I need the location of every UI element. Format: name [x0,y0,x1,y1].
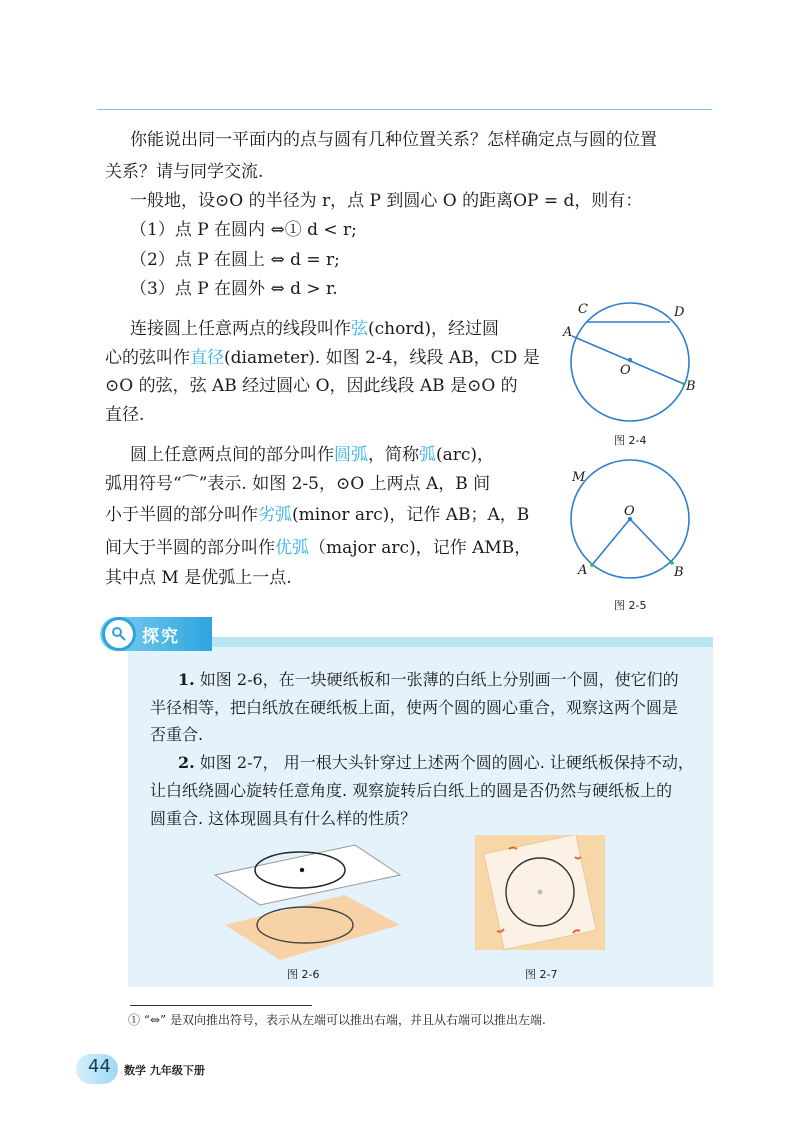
explore-icon [102,617,136,651]
arc-line-2: 弧用符号“⌒”表示. 如图 2-5，⊙O 上两点 A，B 间 [105,474,491,494]
explore-item-1-line-3: 否重合. [150,725,204,744]
fig24-label-d: D [674,305,685,320]
term-major-arc: 优弧 [275,538,309,558]
chord-line-4: 直径. [105,405,145,425]
term-arc: 圆弧 [334,445,368,465]
explore-title: 探究 [142,627,180,647]
chord-line-3: ⊙O 的弦，弦 AB 经过圆心 O，因此线段 AB 是⊙O 的 [105,376,518,396]
fig25-label-o: O [624,504,635,519]
arc-line-1: 圆上任意两点间的部分叫作圆弧，简称弧(arc)， [130,445,495,465]
fig25-caption: 图 2-5 [614,599,647,612]
chord-line-2: 心的弦叫作直径(diameter). 如图 2-4，线段 AB，CD 是 [105,348,540,368]
fig26-caption: 图 2-6 [287,968,320,981]
fig25-label-b: B [674,565,684,580]
fig24-label-c: C [578,302,588,317]
fig25-label-a: A [578,563,588,578]
footnote-rule [130,1005,312,1006]
case-on: （2）点 P 在圆上 ⇔ d = r; [130,250,340,270]
explore-item-2-line-2: 让白纸绕圆心旋转任意角度. 观察旋转后白纸上的圆是否仍然与硬纸板上的 [150,781,673,800]
term-chord: 弦 [351,319,368,339]
fig24-caption: 图 2-4 [614,434,647,447]
term-arc-short: 弧 [419,445,436,465]
figure-2-7 [475,835,605,950]
explore-item-2-line-1: 2. 如图 2-7， 用一根大头针穿过上述两个圆的圆心. 让硬纸板保持不动， [178,753,694,772]
intro-line-1: 你能说出同一平面内的点与圆有几种位置关系？怎样确定点与圆的位置 [130,130,657,150]
arc-line-5: 其中点 M 是优弧上一点. [105,568,292,588]
fig27-caption: 图 2-7 [525,968,558,981]
term-diameter: 直径 [190,348,224,368]
book-title: 数学 九年级下册 [124,1064,205,1077]
page-number: 44 [88,1056,111,1077]
definition-line: 一般地，设⊙O 的半径为 r，点 P 到圆心 O 的距离OP = d，则有： [130,191,643,211]
fig24-label-o: O [620,363,631,378]
figure-2-6 [205,835,405,960]
arc-line-4: 间大于半圆的部分叫作优弧（major arc)，记作 AMB， [105,538,532,558]
intro-line-2: 关系？请与同学交流. [105,162,264,182]
term-minor-arc: 劣弧 [258,505,292,525]
chord-line-1: 连接圆上任意两点的线段叫作弦(chord)，经过圆 [130,319,499,339]
case-outside: （3）点 P 在圆外 ⇔ d > r. [130,279,338,299]
arc-line-3: 小于半圆的部分叫作劣弧(minor arc)，记作 AB；A，B [105,505,530,525]
fig24-label-b: B [686,379,696,394]
explore-item-1-line-1: 1. 如图 2-6，在一块硬纸板和一张薄的白纸上分别画一个圆，使它们的 [178,670,679,689]
explore-item-1-line-2: 半径相等，把白纸放在硬纸板上面，使两个圆的圆心重合，观察这两个圆是 [150,698,679,717]
footnote: ① “⇔” 是双向推出符号，表示从左端可以推出右端，并且从右端可以推出左端. [128,1013,546,1027]
fig24-label-a: A [563,325,573,340]
explore-header-bar [128,637,713,647]
explore-item-2-line-3: 圆重合. 这体现圆具有什么样的性质？ [150,809,417,828]
case-inside: （1）点 P 在圆内 ⇔① d < r; [130,220,357,240]
header-rule [97,109,712,110]
fig25-label-m: M [572,470,586,485]
